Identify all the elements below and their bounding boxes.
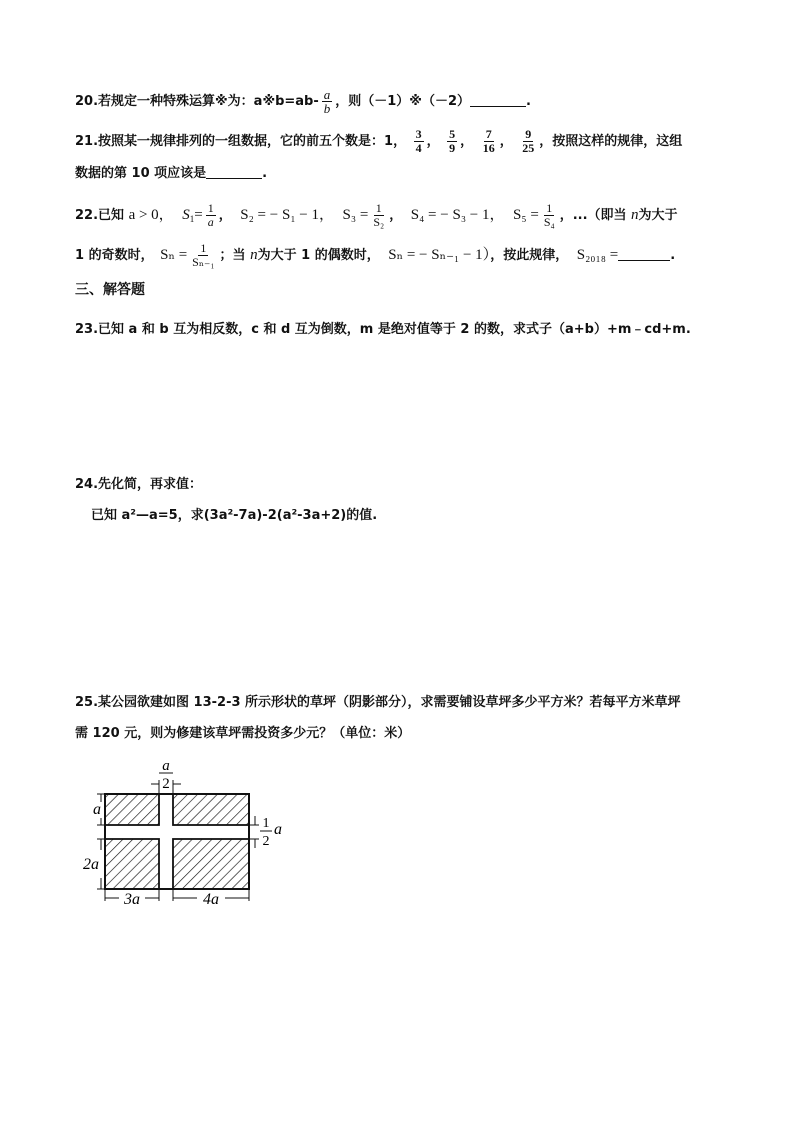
q21-f1-den: 4	[415, 141, 422, 155]
q22-tail1b: 为大于	[638, 208, 678, 223]
q22-n1: n	[631, 207, 639, 223]
question-21-line-2	[75, 166, 267, 182]
q22-s1-eq: =	[194, 207, 203, 223]
q22-s1-den: a	[207, 215, 214, 229]
q22-line2-a: 1 的奇数时，	[75, 248, 154, 263]
question-21-line-1	[75, 128, 682, 155]
q20-frac-den: b	[323, 101, 331, 116]
q22-tail1: ，...（即当	[559, 208, 627, 223]
q22-line2-b: ；当	[219, 248, 246, 263]
q20-frac-num: a	[323, 87, 331, 102]
q22-sn-den: Sₙ₋₁	[192, 255, 215, 269]
fig-bottom-left: 3a	[124, 891, 140, 908]
q21-f2-num: 5	[449, 127, 456, 141]
fig-top-num: a	[162, 758, 170, 774]
question-23: 23.已知 a 和 b 互为相反数，c 和 d 互为倒数，m 是绝对值等于 2 的数，求式子（a+b）+m﹣cd+m.	[75, 322, 691, 337]
lawn-bottom-right	[173, 839, 249, 889]
q22-s5-num: 1	[546, 201, 553, 215]
q22-s5-lhs: S₅ =	[513, 207, 539, 223]
q21-f2-den: 9	[449, 141, 456, 155]
question-22-line-1: 22.已知 a > 0， $S_1=$ $\frac{1}{a}$ ， S₂ = − S₁ − 1， S₃ = $\frac{1}{\text{S₂}}$ ， S₄ = − S₃ − 1， S₅ = $\frac{1}{\text{S₄}}$ ，...（即当 n为大于	[75, 201, 678, 229]
q22-line2-d: ，按此规律，	[490, 248, 569, 263]
fig-left-top: a	[93, 801, 101, 818]
fig-left-bottom: 2a	[83, 856, 99, 873]
q20-lead: 20.若规定一种特殊运算※为：a※b=ab-	[75, 94, 319, 109]
q21-f1-num: 3	[415, 127, 422, 141]
q22-answer-blank[interactable]	[618, 260, 670, 261]
q21-fraction-3	[481, 128, 497, 155]
lawn-bottom-left	[105, 839, 159, 889]
fig-right-num: 1	[262, 816, 270, 831]
q21-answer-blank[interactable]	[206, 178, 262, 179]
q22-s1-num: 1	[207, 201, 214, 215]
q22-s3-lhs: S₃ =	[342, 207, 369, 223]
q21-f4-num: 9	[525, 127, 532, 141]
q21-fraction-2	[447, 128, 457, 155]
q22-s1-lhs: S	[182, 207, 190, 223]
q22-s3-num: 1	[375, 201, 382, 215]
q21-f3-den: 16	[482, 141, 495, 155]
q21-fraction-4	[520, 128, 536, 155]
question-20	[75, 88, 531, 115]
question-25-line-2: 需 120 元，则为修建该草坪需投资多少元？（单位：米）	[75, 726, 411, 741]
q22-s5-fraction	[542, 202, 557, 229]
q22-s1-sub: 1	[189, 214, 195, 224]
q22-sn-num: 1	[200, 241, 207, 255]
q22-line2-c: 为大于 1 的偶数时，	[257, 248, 380, 263]
q21-sep: ，	[426, 134, 440, 149]
q21-end: .	[262, 166, 268, 181]
q20-tail: ，则（－1）※（－2）	[335, 94, 470, 109]
q20-fraction	[322, 88, 333, 115]
q21-sep: ，	[499, 134, 513, 149]
q22-s2018: S₂₀₁₈ =	[576, 247, 619, 263]
q21-lead: 21.按照某一规律排列的一组数据，它的前五个数是：1，	[75, 134, 407, 149]
q22-sn-even: Sₙ = − Sₙ₋₁ − 1）	[388, 247, 491, 263]
q21-f4-den: 25	[522, 141, 535, 155]
section-3-title: 三、解答题	[75, 282, 145, 298]
q21-fraction-1	[414, 128, 424, 155]
question-25-line-1: 25.某公园欲建如图 13-2-3 所示形状的草坪（阴影部分），求需要铺设草坪多少平方米？若每平方米草坪	[75, 695, 681, 710]
q22-end: .	[670, 248, 676, 263]
question-24-line-2: 已知 a²—a=5，求(3a²-7a)-2(a²-3a+2)的值.	[91, 508, 378, 523]
q22-sn-fraction	[190, 242, 216, 269]
question-24-line-1: 24.先化简，再求值：	[75, 477, 203, 492]
q20-answer-blank[interactable]	[470, 106, 526, 107]
fig-right-den: 2	[262, 834, 270, 849]
q20-end: .	[526, 94, 531, 109]
question-22-line-2	[75, 242, 675, 269]
q22-s3-den: S₂	[373, 215, 385, 229]
q21-sep: ，	[460, 134, 474, 149]
q22-condition: a > 0，	[128, 207, 174, 223]
q22-s2: S₂ = − S₁ − 1，	[240, 207, 335, 223]
q22-sn-lhs: Sₙ =	[160, 247, 188, 263]
q21-line2: 数据的第 10 项应该是	[75, 166, 207, 181]
q22-s1-fraction	[206, 202, 216, 229]
q22-s3-fraction	[371, 202, 386, 229]
fig-bottom-right: 4a	[203, 891, 219, 908]
q22-s1	[182, 207, 202, 223]
q21-tail: ，按照这样的规律，这组	[539, 134, 683, 149]
lawn-figure	[75, 758, 305, 908]
q21-f3-num: 7	[485, 127, 492, 141]
q22-s4: S₄ = − S₃ − 1，	[410, 207, 505, 223]
q22-s5-den: S₄	[543, 215, 555, 229]
lawn-top-left	[105, 794, 159, 825]
q22-lead: 22.已知	[75, 208, 125, 223]
lawn-top-right	[173, 794, 249, 825]
fig-top-den: 2	[162, 776, 170, 792]
fig-right-var: a	[274, 821, 282, 838]
q22-n2: n	[250, 247, 258, 263]
